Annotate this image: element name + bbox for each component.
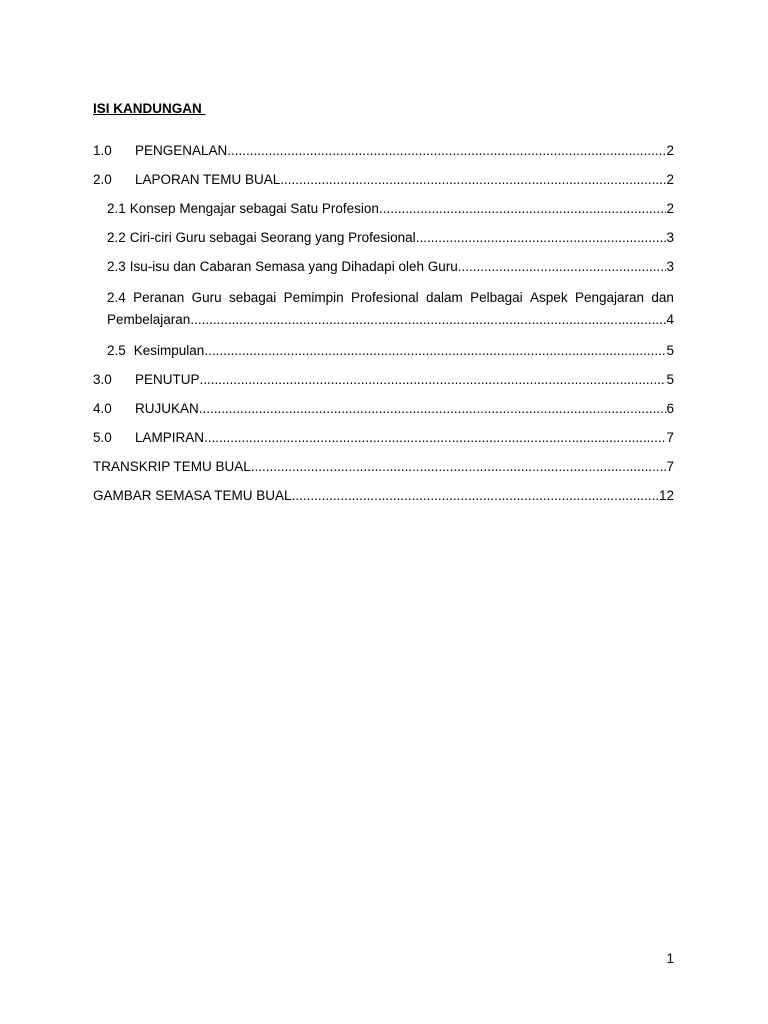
toc-dot-leader — [204, 342, 666, 360]
toc-entry-transkrip[interactable] — [93, 458, 674, 476]
toc-dot-leader — [458, 258, 667, 276]
toc-dot-leader — [190, 309, 666, 331]
toc-dot-leader — [199, 400, 667, 418]
toc-entry-4-0[interactable] — [93, 400, 674, 418]
toc-entry-page: 3 — [666, 259, 674, 274]
toc-entry-title-line2 — [107, 309, 674, 331]
toc-entry-word: Guru — [191, 290, 222, 305]
toc-dot-leader — [227, 142, 666, 160]
toc-entry-5-0[interactable] — [93, 429, 674, 447]
table-of-contents — [93, 100, 674, 516]
toc-entry-title: GAMBAR SEMASA TEMU BUAL — [93, 488, 292, 503]
toc-entry-3-0[interactable] — [93, 371, 674, 389]
toc-entry-word: Pelbagai — [470, 290, 523, 305]
toc-entry-number: 3.0 — [93, 372, 112, 387]
toc-entry-page: 7 — [666, 430, 674, 445]
toc-dot-leader — [280, 171, 666, 189]
toc-dot-leader — [416, 229, 667, 247]
toc-entry-2-1[interactable] — [93, 200, 674, 218]
toc-entry-2-0[interactable] — [93, 171, 674, 189]
toc-entry-title: Isu-isu dan Cabaran Semasa yang Dihadapi oleh Guru — [129, 259, 458, 274]
toc-list — [93, 142, 674, 505]
toc-entry-word: Profesional — [351, 290, 419, 305]
toc-dot-leader — [379, 200, 667, 218]
toc-entry-page: 4 — [666, 312, 674, 327]
toc-entry-title: PENUTUP — [135, 372, 200, 387]
toc-entry-number: 2.4 — [107, 290, 126, 305]
toc-entry-2-4[interactable] — [93, 287, 674, 331]
toc-entry-page: 2 — [666, 143, 674, 158]
toc-heading: ISI KANDUNGAN — [93, 101, 206, 116]
toc-entry-number: 2.5 — [107, 343, 126, 358]
toc-entry-page: 5 — [666, 372, 674, 387]
toc-entry-word: Peranan — [133, 290, 185, 305]
toc-entry-title: Kesimpulan — [133, 343, 205, 358]
toc-entry-title: Pembelajaran — [107, 312, 191, 327]
toc-entry-word: dalam — [425, 290, 463, 305]
toc-entry-page: 5 — [666, 343, 674, 358]
toc-dot-leader — [204, 429, 666, 447]
toc-entry-title: PENGENALAN — [135, 143, 228, 158]
toc-entry-2-5[interactable] — [93, 342, 674, 360]
toc-entry-page: 12 — [658, 488, 674, 503]
toc-dot-leader — [200, 371, 667, 389]
toc-entry-number: 2.1 — [107, 201, 126, 216]
toc-entry-title: LAMPIRAN — [135, 430, 205, 445]
toc-entry-number: 2.3 — [107, 259, 126, 274]
toc-entry-title: RUJUKAN — [135, 401, 199, 416]
toc-entry-word: Pengajaran — [574, 290, 645, 305]
toc-entry-2-2[interactable] — [93, 229, 674, 247]
toc-entry-title-line1 — [107, 287, 674, 309]
toc-entry-number: 2.0 — [93, 172, 112, 187]
toc-entry-word: Aspek — [530, 290, 568, 305]
toc-entry-title: LAPORAN TEMU BUAL — [135, 172, 281, 187]
toc-entry-number: 4.0 — [93, 401, 112, 416]
toc-dot-leader — [292, 487, 659, 505]
toc-entry-1-0[interactable] — [93, 142, 674, 160]
toc-entry-number: 2.2 — [107, 230, 126, 245]
toc-entry-word: dan — [651, 290, 674, 305]
toc-entry-title: Ciri-ciri Guru sebagai Seorang yang Profesional — [129, 230, 416, 245]
toc-entry-page: 2 — [666, 172, 674, 187]
toc-entry-number: 1.0 — [93, 143, 112, 158]
toc-dot-leader — [251, 458, 667, 476]
toc-entry-page: 6 — [666, 401, 674, 416]
toc-entry-word: Pemimpin — [283, 290, 344, 305]
toc-entry-gambar[interactable] — [93, 487, 674, 505]
toc-entry-title: Konsep Mengajar sebagai Satu Profesion — [129, 201, 379, 216]
toc-entry-word: sebagai — [228, 290, 277, 305]
toc-entry-2-3[interactable] — [93, 258, 674, 276]
toc-entry-page: 2 — [666, 201, 674, 216]
page-number: 1 — [666, 951, 674, 966]
toc-entry-page: 7 — [666, 459, 674, 474]
toc-entry-page: 3 — [666, 230, 674, 245]
toc-entry-number: 5.0 — [93, 430, 112, 445]
toc-entry-title: TRANSKRIP TEMU BUAL — [93, 459, 251, 474]
